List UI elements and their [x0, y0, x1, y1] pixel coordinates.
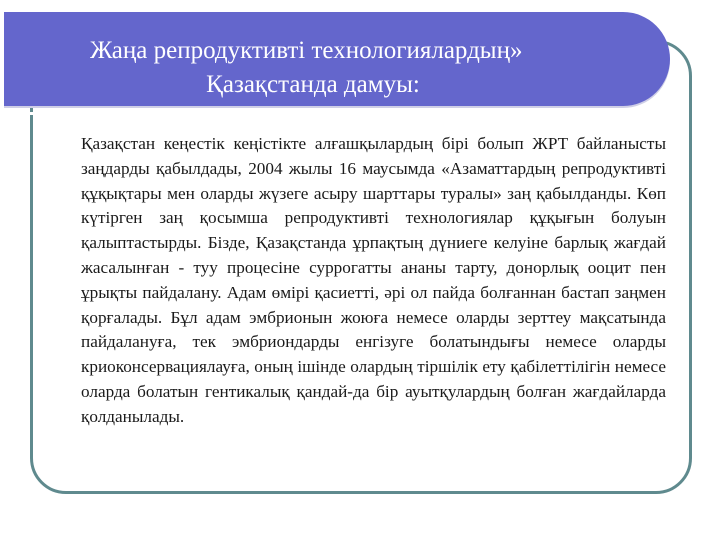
title-bar [4, 12, 670, 106]
slide-title [90, 34, 610, 102]
body-paragraph: Қазақстан кеңестік кеңістікте алғашқылардың бірі болып ЖРТ байланысты заңдарды қабылдады, 2004 жылы 16 маусымда «Азаматтардың репродуктивті құқықтары мен оларды жүзеге асыру шарттары туралы» заң қабылданды. Көп күтірген заң қосымша репродуктивті технологиялар құқығын болуын қалыптастырды. Бізде, Қазақстанда ұрпақтың дүниеге келуіне барлық жағдай жасалынған - туу процесіне суррогатты ананы тарту, донорлық ооцит пен ұрықты пайдалану. Адам өмірі қасиетті, әрі ол пайда болғаннан бастап заңмен қорғалады. Бұл адам эмбрионын жоюға немесе оларды зерттеу мақсатында пайдалануға, тек эмбриондарды енгізуге болатындығы немесе оларды криоконсервациялауға, оның ішінде олардың тіршілік ету қабілеттілігін немесе оларда болатын гентикалық қандай-да бір ауытқулардың болған жағдайларда қолданылады. [81, 134, 666, 426]
title-line-1: Жаңа репродуктивті технологиялардың» [90, 37, 523, 64]
title-underline [8, 112, 644, 115]
title-line-2: Қазақстанда дамуы: [206, 71, 420, 98]
